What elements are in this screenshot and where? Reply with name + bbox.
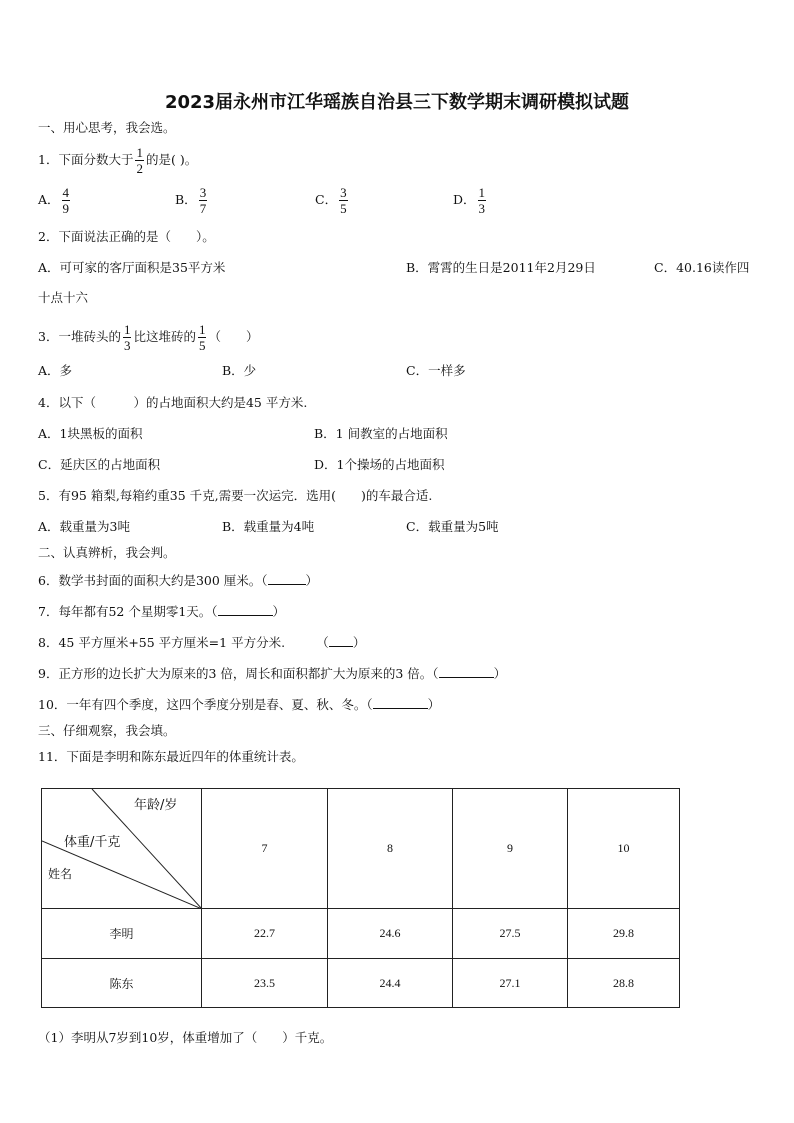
value-cell: 27.5 bbox=[453, 909, 568, 959]
age-header: 8 bbox=[328, 789, 453, 909]
answer-blank[interactable] bbox=[373, 696, 428, 709]
option[interactable]: B．少 bbox=[222, 363, 257, 378]
option[interactable]: C．载重量为5吨 bbox=[406, 519, 499, 534]
option[interactable]: D．1个操场的占地面积 bbox=[314, 457, 445, 472]
section-heading: 三、仔细观察，我会填。 bbox=[38, 723, 176, 738]
name-cell: 陈东 bbox=[42, 959, 202, 1008]
question-8: 8．45 平方厘米+55 平方厘米=1 平方分米. （ ） bbox=[38, 635, 366, 650]
option[interactable]: A．1块黑板的面积 bbox=[38, 426, 143, 441]
answer-blank[interactable] bbox=[329, 634, 353, 647]
option[interactable]: A．可可家的客厅面积是35平方米 bbox=[38, 260, 226, 275]
option[interactable]: C． $\frac{3}{5}$ bbox=[315, 185, 347, 216]
section-heading: 二、认真辨析，我会判。 bbox=[38, 545, 176, 560]
age-header: 10 bbox=[568, 789, 680, 909]
option[interactable]: B． $\frac{3}{7}$ bbox=[175, 185, 207, 216]
diagonal-header-cell bbox=[42, 789, 202, 909]
value-cell: 24.6 bbox=[328, 909, 453, 959]
value-cell: 28.8 bbox=[568, 959, 680, 1008]
question-10: 10．一年有四个季度，这四个季度分别是春、夏、秋、冬。（ ） bbox=[38, 697, 441, 712]
fraction: $\frac{1}{2}$ bbox=[136, 145, 143, 176]
age-header: 9 bbox=[453, 789, 568, 909]
name-cell: 李明 bbox=[42, 909, 202, 959]
option[interactable]: D． $\frac{1}{3}$ bbox=[453, 185, 486, 216]
value-cell: 24.4 bbox=[328, 959, 453, 1008]
answer-blank[interactable] bbox=[439, 665, 494, 678]
question-3: 3．一堆砖头的 $\frac{1}{3}$ 比这堆砖的 $\frac{1}{5}$ （ ） bbox=[38, 322, 259, 353]
option[interactable]: B．1 间教室的占地面积 bbox=[314, 426, 448, 441]
option[interactable]: A． $\frac{4}{9}$ bbox=[38, 185, 70, 216]
option[interactable]: C．40.16读作四 bbox=[654, 260, 750, 275]
question-6: 6．数学书封面的面积大约是300 厘米。（ ） bbox=[38, 573, 319, 588]
question-1: 1．下面分数大于 $\frac{1}{2}$ 的是( )。 bbox=[38, 145, 198, 176]
option[interactable]: A．多 bbox=[38, 363, 73, 378]
section-heading: 一、用心思考，我会选。 bbox=[38, 120, 176, 135]
option[interactable]: C．一样多 bbox=[406, 363, 466, 378]
weight-table bbox=[41, 788, 680, 1008]
header-age: 年龄/岁 bbox=[134, 798, 178, 813]
question-2: 2．下面说法正确的是（ ）。 bbox=[38, 229, 215, 244]
header-weight: 体重/千克 bbox=[64, 835, 121, 850]
option[interactable]: B．载重量为4吨 bbox=[222, 519, 315, 534]
answer-blank[interactable] bbox=[218, 603, 273, 616]
answer-blank[interactable] bbox=[268, 572, 306, 585]
question-7: 7．每年都有52 个星期零1天。（ ） bbox=[38, 604, 286, 619]
value-cell: 29.8 bbox=[568, 909, 680, 959]
value-cell: 22.7 bbox=[202, 909, 328, 959]
age-header: 7 bbox=[202, 789, 328, 909]
question-5: 5．有95 箱梨,每箱约重35 千克,需要一次运完．选用( )的车最合适. bbox=[38, 488, 433, 503]
option[interactable]: A．载重量为3吨 bbox=[38, 519, 130, 534]
option[interactable]: B．霄霄的生日是2011年2月29日 bbox=[406, 260, 596, 275]
question-11-1: （1）李明从7岁到10岁，体重增加了（ ）千克。 bbox=[38, 1030, 333, 1045]
value-cell: 23.5 bbox=[202, 959, 328, 1008]
option-continued: 十点十六 bbox=[38, 290, 89, 305]
question-4: 4．以下（ ）的占地面积大约是45 平方米. bbox=[38, 395, 308, 410]
question-9: 9．正方形的边长扩大为原来的3 倍，周长和面积都扩大为原来的3 倍。（ ） bbox=[38, 666, 507, 681]
option[interactable]: C．延庆区的占地面积 bbox=[38, 457, 161, 472]
value-cell: 27.1 bbox=[453, 959, 568, 1008]
table-row bbox=[42, 909, 680, 959]
question-11: 11．下面是李明和陈东最近四年的体重统计表。 bbox=[38, 749, 304, 764]
table-row bbox=[42, 959, 680, 1008]
page-title: 2023届永州市江华瑶族自治县三下数学期末调研模拟试题 bbox=[164, 92, 630, 113]
header-name: 姓名 bbox=[48, 867, 73, 881]
